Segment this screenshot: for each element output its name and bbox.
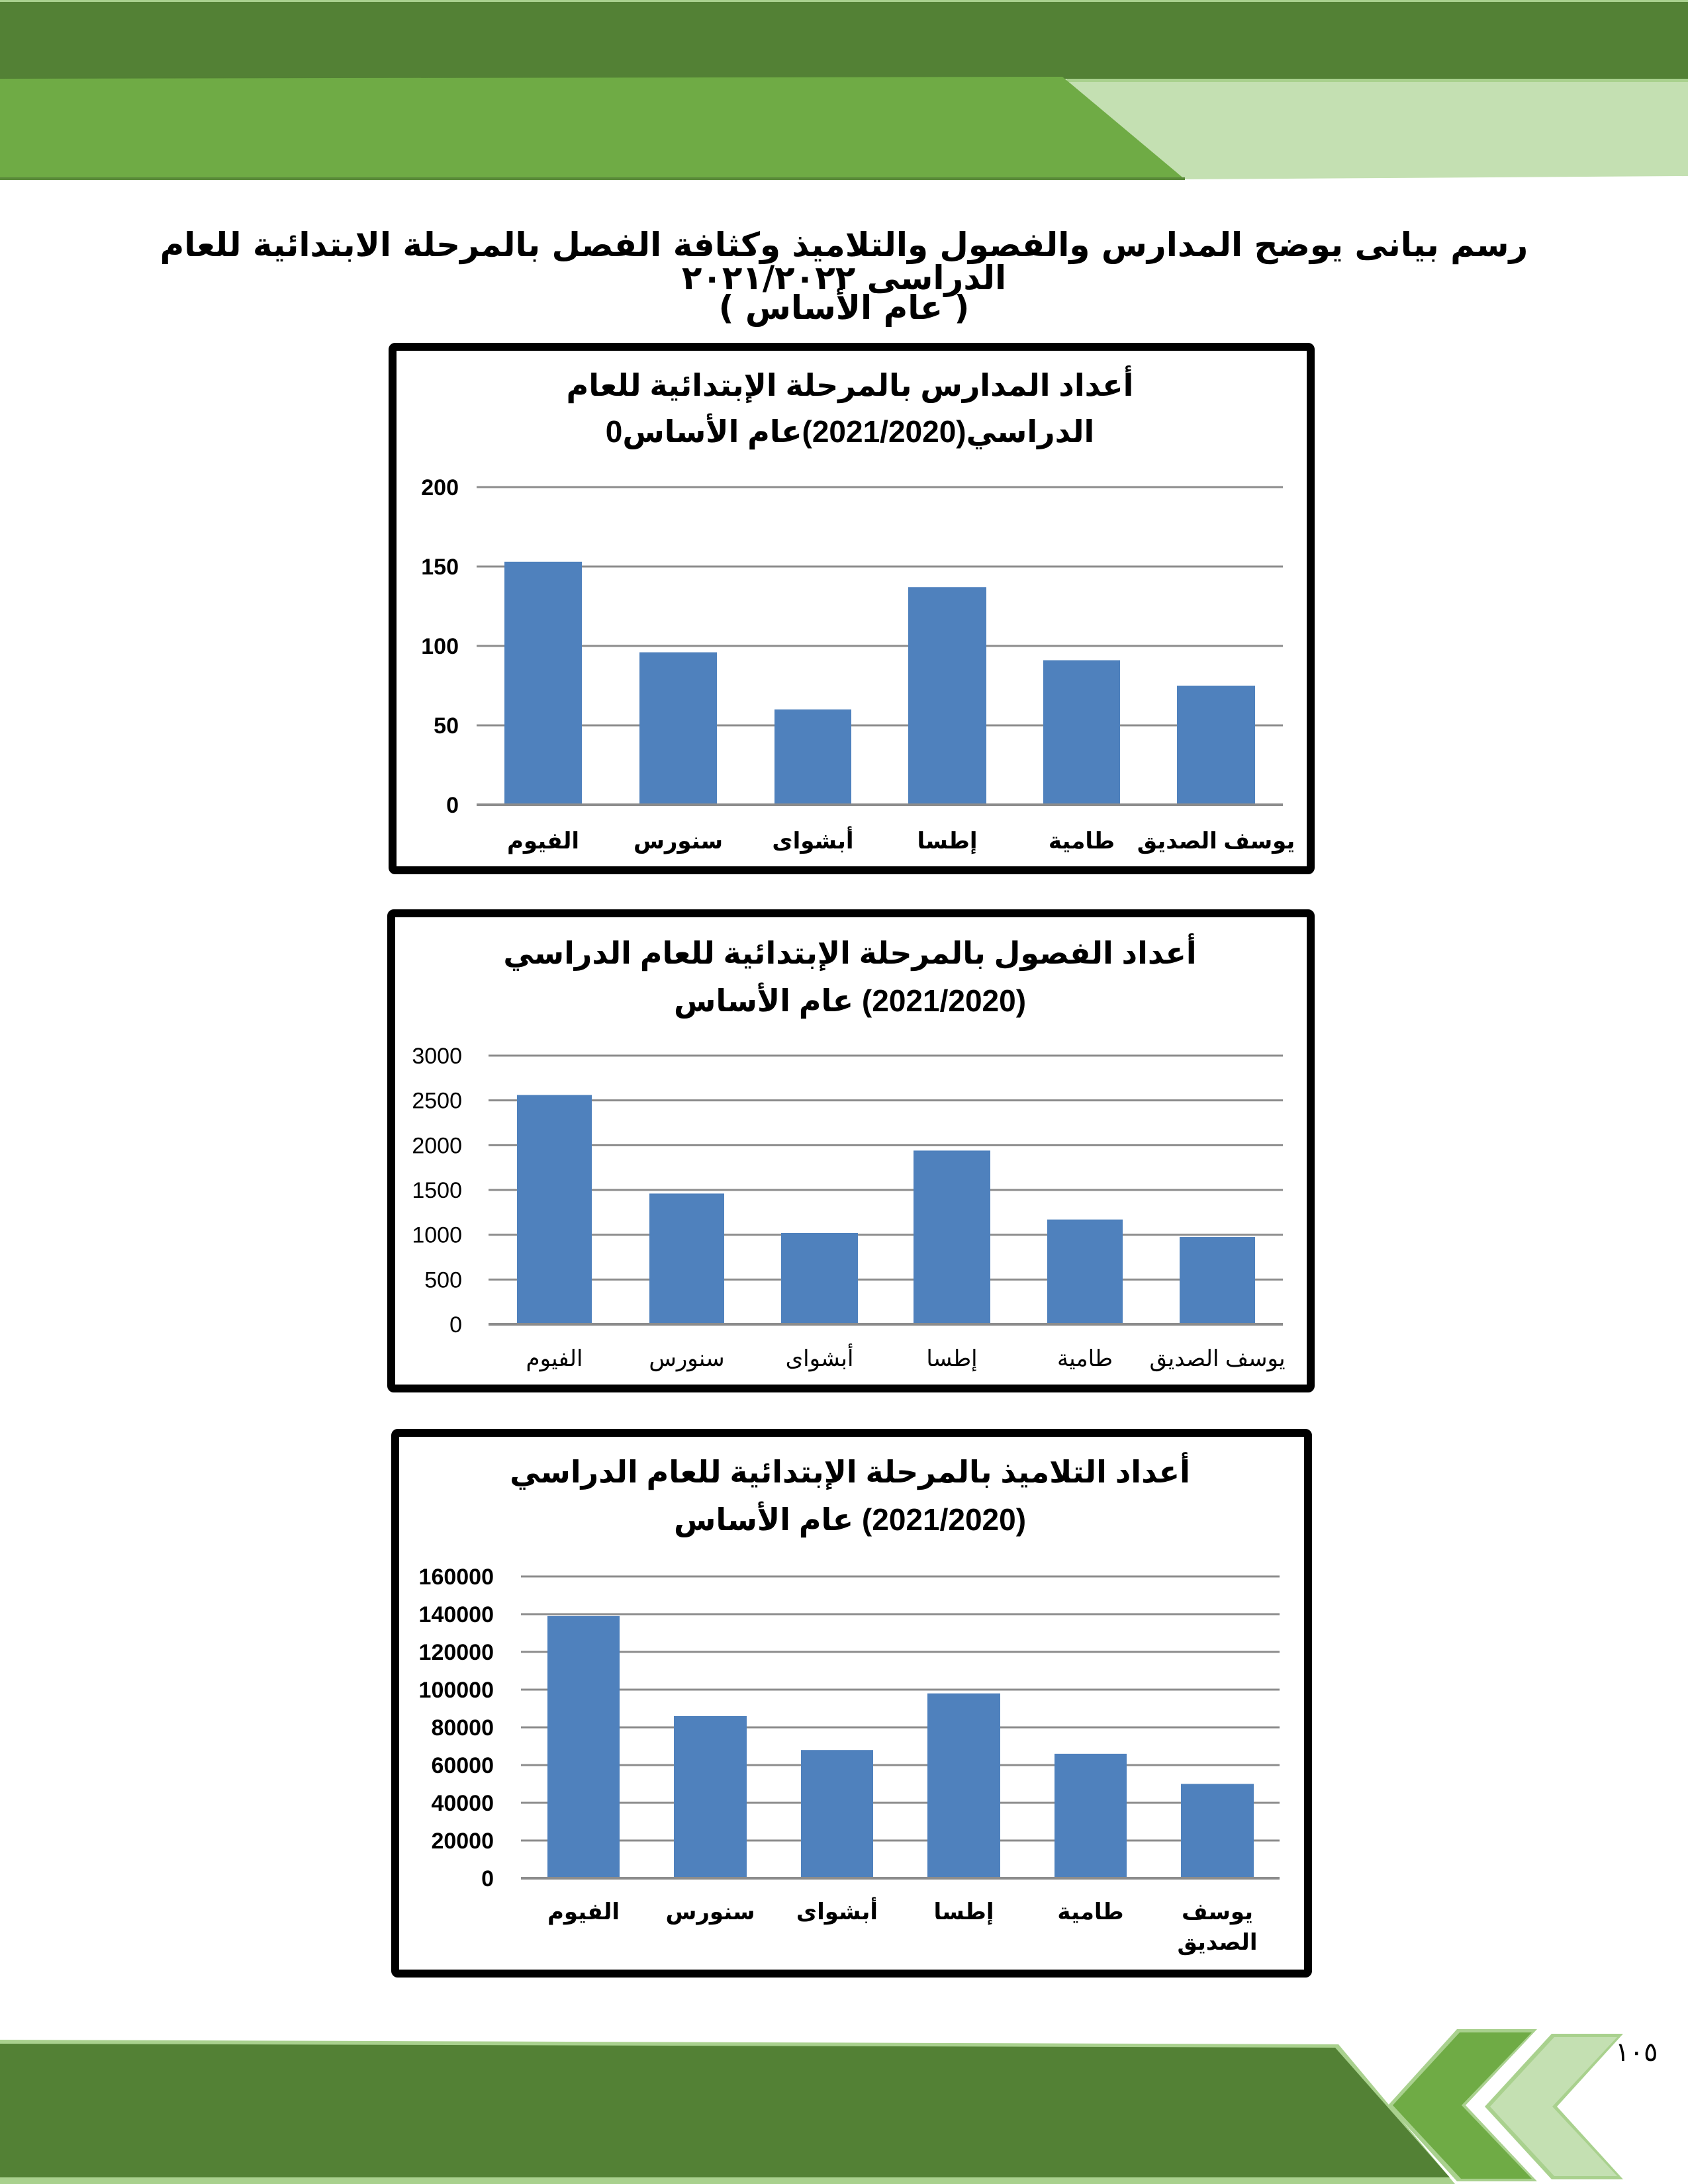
bar	[517, 1095, 592, 1324]
y-tick-label: 0	[449, 1312, 462, 1338]
x-category-label: الفيوم	[526, 1346, 583, 1371]
x-category-label: أبشواى	[772, 829, 854, 854]
bar	[908, 587, 986, 805]
footer-dark-band	[0, 2044, 1450, 2177]
chart-title-line: (2021/2020) عام الأساس	[673, 1502, 1027, 1537]
bar	[914, 1150, 990, 1324]
bar	[1055, 1754, 1127, 1878]
header-mid-band-edge	[0, 177, 1185, 180]
x-category-label: إطسا	[933, 1899, 994, 1925]
header-dark-band	[0, 2, 1688, 79]
header-mid-band	[0, 77, 1185, 179]
page-title: رسم بيانى يوضح المدارس والفصول والتلاميذ وكثافة الفصل بالمرحلة الابتدائية للعام الدراسى ٢٠٢١/٢٠٢٢	[160, 226, 1528, 297]
bar	[504, 562, 582, 805]
bar	[1043, 660, 1120, 805]
chart-title-line: أعداد التلاميذ بالمرحلة الإبتدائية للعام الدراسي	[510, 1455, 1190, 1489]
chart-classes	[391, 913, 1311, 1388]
y-tick-label: 3000	[412, 1044, 462, 1069]
x-category-label: طامية	[1048, 829, 1115, 854]
y-tick-label: 500	[424, 1267, 462, 1293]
x-category-label: يوسف	[1181, 1899, 1254, 1925]
y-tick-label: 120000	[418, 1640, 494, 1665]
bar	[1177, 686, 1255, 805]
y-tick-label: 2500	[412, 1088, 462, 1114]
y-tick-label: 60000	[431, 1753, 494, 1778]
page-subtitle: ( عام الأساس )	[718, 289, 970, 327]
header-top-light-strip	[0, 0, 1688, 2]
y-tick-label: 20000	[431, 1829, 494, 1854]
bar	[927, 1694, 1000, 1878]
chart-pupils	[395, 1433, 1308, 1974]
header-light-band-edge	[1067, 79, 1688, 82]
x-category-label: أبشواى	[785, 1346, 854, 1371]
x-category-label: الصديق	[1177, 1930, 1258, 1955]
bar	[1180, 1237, 1255, 1324]
bar	[801, 1750, 873, 1878]
y-tick-label: 100000	[418, 1678, 494, 1703]
x-category-label: طامية	[1056, 1346, 1113, 1371]
x-category-label: سنورس	[633, 829, 724, 854]
y-tick-label: 40000	[431, 1791, 494, 1816]
chart-title-line: الدراسي(2021/2020)عام الأساس0	[605, 414, 1095, 449]
footer-decoration	[0, 2029, 1623, 2184]
x-category-label: أبشواى	[796, 1899, 878, 1925]
y-tick-label: 2000	[412, 1133, 462, 1159]
bar	[1181, 1784, 1254, 1879]
x-category-label: الفيوم	[547, 1899, 620, 1925]
y-tick-label: 160000	[418, 1565, 494, 1590]
x-category-label: الفيوم	[506, 829, 580, 854]
bar	[674, 1716, 747, 1878]
chart-schools	[393, 347, 1311, 870]
y-tick-label: 140000	[418, 1602, 494, 1627]
bar	[774, 709, 851, 805]
bar	[639, 653, 717, 805]
bar	[1047, 1220, 1123, 1324]
y-tick-label: 1500	[412, 1178, 462, 1203]
x-category-label: طامية	[1057, 1899, 1124, 1925]
x-category-label: إطسا	[917, 829, 978, 854]
x-category-label: يوسف الصديق	[1137, 829, 1295, 854]
y-tick-label: 0	[481, 1866, 494, 1891]
chart-title-line: أعداد المدارس بالمرحلة الإبتدائية للعام	[566, 368, 1134, 402]
y-tick-label: 100	[421, 634, 459, 659]
header-decoration	[0, 0, 1688, 180]
chart-title-line: أعداد الفصول بالمرحلة الإبتدائية للعام الدراسي	[503, 936, 1197, 970]
bar	[781, 1233, 858, 1324]
y-tick-label: 150	[421, 555, 459, 580]
y-tick-label: 80000	[431, 1715, 494, 1741]
x-category-label: سنورس	[649, 1346, 725, 1371]
chart-title-line: (2021/2020) عام الأساس	[673, 983, 1027, 1018]
bar	[547, 1616, 620, 1878]
bar	[649, 1193, 724, 1324]
x-category-label: إطسا	[926, 1346, 978, 1371]
y-tick-label: 0	[446, 793, 459, 818]
y-tick-label: 200	[421, 475, 459, 500]
y-tick-label: 1000	[412, 1222, 462, 1248]
page-number: ١٠٥	[1615, 2037, 1658, 2068]
x-category-label: سنورس	[665, 1899, 755, 1925]
x-category-label: يوسف الصديق	[1149, 1346, 1286, 1371]
y-tick-label: 50	[434, 713, 459, 739]
